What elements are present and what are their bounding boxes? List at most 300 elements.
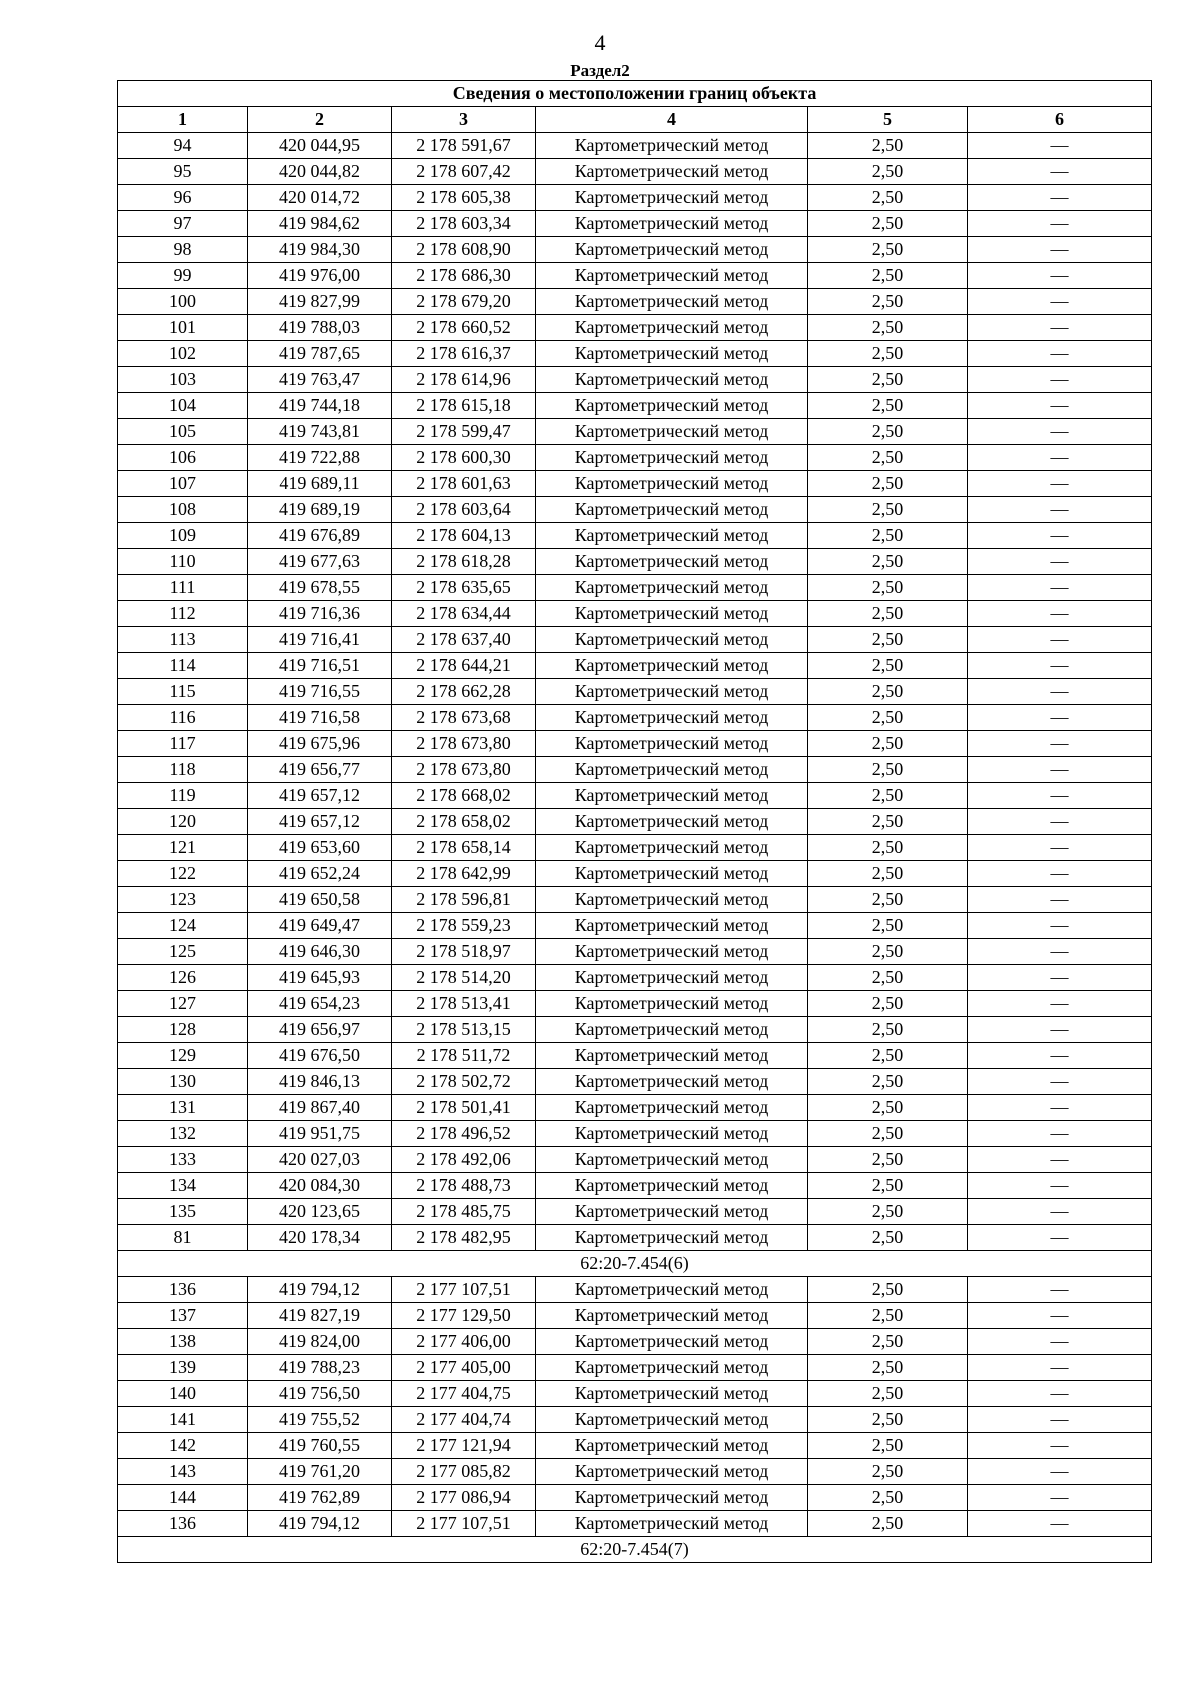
method-cell: Картометрический метод: [536, 861, 808, 887]
method-cell: Картометрический метод: [536, 289, 808, 315]
accuracy-cell: 2,50: [808, 653, 968, 679]
y-coordinate-cell: 2 178 559,23: [392, 913, 536, 939]
point-number-cell: 81: [118, 1225, 248, 1251]
y-coordinate-cell: 2 177 404,75: [392, 1381, 536, 1407]
point-number-cell: 143: [118, 1459, 248, 1485]
x-coordinate-cell: 419 824,00: [248, 1329, 392, 1355]
y-coordinate-cell: 2 178 662,28: [392, 679, 536, 705]
table-caption-row: [118, 81, 1152, 107]
x-coordinate-cell: 419 676,89: [248, 523, 392, 549]
x-coordinate-cell: 419 794,12: [248, 1277, 392, 1303]
x-coordinate-cell: 419 743,81: [248, 419, 392, 445]
point-number-cell: 132: [118, 1121, 248, 1147]
table-row: [118, 341, 1152, 367]
method-cell: Картометрический метод: [536, 601, 808, 627]
accuracy-cell: 2,50: [808, 991, 968, 1017]
y-coordinate-cell: 2 178 605,38: [392, 185, 536, 211]
table-row: [118, 1225, 1152, 1251]
accuracy-cell: 2,50: [808, 393, 968, 419]
method-cell: Картометрический метод: [536, 679, 808, 705]
y-coordinate-cell: 2 178 679,20: [392, 289, 536, 315]
point-number-cell: 97: [118, 211, 248, 237]
y-coordinate-cell: 2 177 107,51: [392, 1277, 536, 1303]
method-cell: Картометрический метод: [536, 471, 808, 497]
description-cell: —: [968, 1095, 1152, 1121]
point-number-cell: 120: [118, 809, 248, 835]
description-cell: —: [968, 1121, 1152, 1147]
accuracy-cell: 2,50: [808, 887, 968, 913]
x-coordinate-cell: 419 716,41: [248, 627, 392, 653]
description-cell: —: [968, 185, 1152, 211]
description-cell: —: [968, 1225, 1152, 1251]
method-cell: Картометрический метод: [536, 263, 808, 289]
accuracy-cell: 2,50: [808, 1303, 968, 1329]
point-number-cell: 127: [118, 991, 248, 1017]
x-coordinate-cell: 419 794,12: [248, 1511, 392, 1537]
table-row: [118, 471, 1152, 497]
table-row: [118, 601, 1152, 627]
point-number-cell: 131: [118, 1095, 248, 1121]
description-cell: —: [968, 315, 1152, 341]
y-coordinate-cell: 2 178 686,30: [392, 263, 536, 289]
method-cell: Картометрический метод: [536, 237, 808, 263]
x-coordinate-cell: 420 044,95: [248, 133, 392, 159]
accuracy-cell: 2,50: [808, 939, 968, 965]
point-number-cell: 137: [118, 1303, 248, 1329]
point-number-cell: 96: [118, 185, 248, 211]
point-number-cell: 129: [118, 1043, 248, 1069]
description-cell: —: [968, 809, 1152, 835]
accuracy-cell: 2,50: [808, 289, 968, 315]
y-coordinate-cell: 2 178 673,80: [392, 731, 536, 757]
y-coordinate-cell: 2 178 603,34: [392, 211, 536, 237]
column-header: 4: [536, 107, 808, 133]
point-number-cell: 99: [118, 263, 248, 289]
x-coordinate-cell: 419 763,47: [248, 367, 392, 393]
y-coordinate-cell: 2 178 658,02: [392, 809, 536, 835]
method-cell: Картометрический метод: [536, 1381, 808, 1407]
accuracy-cell: 2,50: [808, 185, 968, 211]
x-coordinate-cell: 419 787,65: [248, 341, 392, 367]
x-coordinate-cell: 420 084,30: [248, 1173, 392, 1199]
x-coordinate-cell: 419 689,11: [248, 471, 392, 497]
accuracy-cell: 2,50: [808, 237, 968, 263]
point-number-cell: 133: [118, 1147, 248, 1173]
y-coordinate-cell: 2 178 607,42: [392, 159, 536, 185]
method-cell: Картометрический метод: [536, 1043, 808, 1069]
description-cell: —: [968, 1303, 1152, 1329]
description-cell: —: [968, 445, 1152, 471]
x-coordinate-cell: 420 014,72: [248, 185, 392, 211]
description-cell: —: [968, 1277, 1152, 1303]
description-cell: —: [968, 1355, 1152, 1381]
section-title: Раздел2: [570, 61, 630, 80]
table-row: [118, 1121, 1152, 1147]
description-cell: —: [968, 991, 1152, 1017]
x-coordinate-cell: 419 649,47: [248, 913, 392, 939]
description-cell: —: [968, 601, 1152, 627]
accuracy-cell: 2,50: [808, 783, 968, 809]
point-number-cell: 139: [118, 1355, 248, 1381]
description-cell: —: [968, 393, 1152, 419]
point-number-cell: 115: [118, 679, 248, 705]
point-number-cell: 117: [118, 731, 248, 757]
table-row: [118, 575, 1152, 601]
x-coordinate-cell: 419 646,30: [248, 939, 392, 965]
x-coordinate-cell: 419 652,24: [248, 861, 392, 887]
y-coordinate-cell: 2 178 673,80: [392, 757, 536, 783]
table-row: [118, 1329, 1152, 1355]
y-coordinate-cell: 2 178 511,72: [392, 1043, 536, 1069]
point-number-cell: 112: [118, 601, 248, 627]
page-number: 4: [594, 30, 606, 55]
method-cell: Картометрический метод: [536, 627, 808, 653]
method-cell: Картометрический метод: [536, 1511, 808, 1537]
method-cell: Картометрический метод: [536, 1407, 808, 1433]
x-coordinate-cell: 420 027,03: [248, 1147, 392, 1173]
accuracy-cell: 2,50: [808, 679, 968, 705]
x-coordinate-cell: 419 976,00: [248, 263, 392, 289]
method-cell: Картометрический метод: [536, 133, 808, 159]
method-cell: Картометрический метод: [536, 523, 808, 549]
y-coordinate-cell: 2 178 603,64: [392, 497, 536, 523]
column-header: 2: [248, 107, 392, 133]
accuracy-cell: 2,50: [808, 367, 968, 393]
description-cell: —: [968, 549, 1152, 575]
accuracy-cell: 2,50: [808, 835, 968, 861]
point-number-cell: 118: [118, 757, 248, 783]
accuracy-cell: 2,50: [808, 1433, 968, 1459]
x-coordinate-cell: 419 678,55: [248, 575, 392, 601]
method-cell: Картометрический метод: [536, 1355, 808, 1381]
table-row: [118, 1069, 1152, 1095]
accuracy-cell: 2,50: [808, 1277, 968, 1303]
table-row: [118, 263, 1152, 289]
x-coordinate-cell: 419 716,51: [248, 653, 392, 679]
method-cell: Картометрический метод: [536, 315, 808, 341]
table-row: [118, 1511, 1152, 1537]
table-row: [118, 965, 1152, 991]
method-cell: Картометрический метод: [536, 575, 808, 601]
y-coordinate-cell: 2 178 601,63: [392, 471, 536, 497]
y-coordinate-cell: 2 178 634,44: [392, 601, 536, 627]
accuracy-cell: 2,50: [808, 159, 968, 185]
y-coordinate-cell: 2 177 107,51: [392, 1511, 536, 1537]
accuracy-cell: 2,50: [808, 861, 968, 887]
point-number-cell: 134: [118, 1173, 248, 1199]
point-number-cell: 105: [118, 419, 248, 445]
x-coordinate-cell: 419 689,19: [248, 497, 392, 523]
description-cell: —: [968, 913, 1152, 939]
description-cell: —: [968, 1381, 1152, 1407]
method-cell: Картометрический метод: [536, 783, 808, 809]
table-row: [118, 419, 1152, 445]
y-coordinate-cell: 2 178 600,30: [392, 445, 536, 471]
table-row: [118, 1485, 1152, 1511]
method-cell: Картометрический метод: [536, 1485, 808, 1511]
y-coordinate-cell: 2 178 599,47: [392, 419, 536, 445]
table-row: [118, 237, 1152, 263]
description-cell: —: [968, 939, 1152, 965]
table-row: [118, 1017, 1152, 1043]
accuracy-cell: 2,50: [808, 263, 968, 289]
description-cell: —: [968, 1069, 1152, 1095]
point-number-cell: 144: [118, 1485, 248, 1511]
method-cell: Картометрический метод: [536, 1147, 808, 1173]
method-cell: Картометрический метод: [536, 835, 808, 861]
method-cell: Картометрический метод: [536, 653, 808, 679]
method-cell: Картометрический метод: [536, 341, 808, 367]
table-row: [118, 1407, 1152, 1433]
x-coordinate-cell: 419 677,63: [248, 549, 392, 575]
y-coordinate-cell: 2 178 635,65: [392, 575, 536, 601]
point-number-cell: 100: [118, 289, 248, 315]
accuracy-cell: 2,50: [808, 1485, 968, 1511]
accuracy-cell: 2,50: [808, 1121, 968, 1147]
x-coordinate-cell: 419 984,30: [248, 237, 392, 263]
x-coordinate-cell: 419 762,89: [248, 1485, 392, 1511]
point-number-cell: 142: [118, 1433, 248, 1459]
description-cell: —: [968, 757, 1152, 783]
accuracy-cell: 2,50: [808, 1225, 968, 1251]
y-coordinate-cell: 2 177 129,50: [392, 1303, 536, 1329]
description-cell: —: [968, 471, 1152, 497]
table-row: [118, 991, 1152, 1017]
accuracy-cell: 2,50: [808, 1069, 968, 1095]
description-cell: —: [968, 835, 1152, 861]
accuracy-cell: 2,50: [808, 549, 968, 575]
point-number-cell: 121: [118, 835, 248, 861]
method-cell: Картометрический метод: [536, 1303, 808, 1329]
x-coordinate-cell: 419 756,50: [248, 1381, 392, 1407]
column-header-row: [118, 107, 1152, 133]
table-row: [118, 1355, 1152, 1381]
accuracy-cell: 2,50: [808, 1173, 968, 1199]
table-row: [118, 887, 1152, 913]
table-row: [118, 939, 1152, 965]
table-row: [118, 861, 1152, 887]
accuracy-cell: 2,50: [808, 497, 968, 523]
x-coordinate-cell: 419 722,88: [248, 445, 392, 471]
description-cell: —: [968, 575, 1152, 601]
accuracy-cell: 2,50: [808, 315, 968, 341]
description-cell: —: [968, 1017, 1152, 1043]
contour-label-row: [118, 1251, 1152, 1277]
method-cell: Картометрический метод: [536, 445, 808, 471]
description-cell: —: [968, 237, 1152, 263]
point-number-cell: 110: [118, 549, 248, 575]
accuracy-cell: 2,50: [808, 575, 968, 601]
accuracy-cell: 2,50: [808, 1199, 968, 1225]
y-coordinate-cell: 2 178 514,20: [392, 965, 536, 991]
accuracy-cell: 2,50: [808, 341, 968, 367]
x-coordinate-cell: 419 676,50: [248, 1043, 392, 1069]
description-cell: —: [968, 731, 1152, 757]
description-cell: —: [968, 705, 1152, 731]
point-number-cell: 104: [118, 393, 248, 419]
table-row: [118, 705, 1152, 731]
method-cell: Картометрический метод: [536, 1069, 808, 1095]
point-number-cell: 135: [118, 1199, 248, 1225]
x-coordinate-cell: 419 716,55: [248, 679, 392, 705]
description-cell: —: [968, 133, 1152, 159]
table-row: [118, 367, 1152, 393]
x-coordinate-cell: 419 656,77: [248, 757, 392, 783]
table-caption: Сведения о местоположении границ объекта: [118, 81, 1152, 107]
y-coordinate-cell: 2 178 502,72: [392, 1069, 536, 1095]
description-cell: —: [968, 1433, 1152, 1459]
point-number-cell: 111: [118, 575, 248, 601]
table-row: [118, 393, 1152, 419]
contour-label-row: [118, 1537, 1152, 1563]
point-number-cell: 140: [118, 1381, 248, 1407]
y-coordinate-cell: 2 178 482,95: [392, 1225, 536, 1251]
table-row: [118, 1277, 1152, 1303]
x-coordinate-cell: 419 827,99: [248, 289, 392, 315]
y-coordinate-cell: 2 178 501,41: [392, 1095, 536, 1121]
method-cell: Картометрический метод: [536, 731, 808, 757]
accuracy-cell: 2,50: [808, 705, 968, 731]
method-cell: Картометрический метод: [536, 1225, 808, 1251]
y-coordinate-cell: 2 178 591,67: [392, 133, 536, 159]
description-cell: —: [968, 263, 1152, 289]
accuracy-cell: 2,50: [808, 601, 968, 627]
x-coordinate-cell: 419 761,20: [248, 1459, 392, 1485]
x-coordinate-cell: 419 951,75: [248, 1121, 392, 1147]
description-cell: —: [968, 419, 1152, 445]
point-number-cell: 114: [118, 653, 248, 679]
table-row: [118, 913, 1152, 939]
table-body: [118, 133, 1152, 1563]
table-row: [118, 731, 1152, 757]
column-header: 3: [392, 107, 536, 133]
description-cell: —: [968, 1043, 1152, 1069]
table-row: [118, 783, 1152, 809]
point-number-cell: 109: [118, 523, 248, 549]
accuracy-cell: 2,50: [808, 731, 968, 757]
method-cell: Картометрический метод: [536, 549, 808, 575]
x-coordinate-cell: 419 744,18: [248, 393, 392, 419]
accuracy-cell: 2,50: [808, 211, 968, 237]
table-row: [118, 445, 1152, 471]
point-number-cell: 128: [118, 1017, 248, 1043]
contour-label: 62:20-7.454(7): [118, 1537, 1152, 1563]
y-coordinate-cell: 2 178 604,13: [392, 523, 536, 549]
point-number-cell: 101: [118, 315, 248, 341]
y-coordinate-cell: 2 178 596,81: [392, 887, 536, 913]
y-coordinate-cell: 2 178 660,52: [392, 315, 536, 341]
point-number-cell: 136: [118, 1511, 248, 1537]
y-coordinate-cell: 2 178 616,37: [392, 341, 536, 367]
description-cell: —: [968, 783, 1152, 809]
point-number-cell: 122: [118, 861, 248, 887]
point-number-cell: 98: [118, 237, 248, 263]
boundary-coordinates-table: [117, 80, 1152, 1563]
accuracy-cell: 2,50: [808, 627, 968, 653]
y-coordinate-cell: 2 178 485,75: [392, 1199, 536, 1225]
y-coordinate-cell: 2 178 673,68: [392, 705, 536, 731]
method-cell: Картометрический метод: [536, 757, 808, 783]
table-row: [118, 211, 1152, 237]
x-coordinate-cell: 419 654,23: [248, 991, 392, 1017]
description-cell: —: [968, 289, 1152, 315]
x-coordinate-cell: 419 675,96: [248, 731, 392, 757]
table-row: [118, 627, 1152, 653]
table-row: [118, 497, 1152, 523]
accuracy-cell: 2,50: [808, 523, 968, 549]
table-row: [118, 1199, 1152, 1225]
y-coordinate-cell: 2 177 405,00: [392, 1355, 536, 1381]
y-coordinate-cell: 2 178 496,52: [392, 1121, 536, 1147]
x-coordinate-cell: 419 645,93: [248, 965, 392, 991]
accuracy-cell: 2,50: [808, 965, 968, 991]
description-cell: —: [968, 887, 1152, 913]
method-cell: Картометрический метод: [536, 1095, 808, 1121]
method-cell: Картометрический метод: [536, 887, 808, 913]
table-row: [118, 1173, 1152, 1199]
method-cell: Картометрический метод: [536, 419, 808, 445]
accuracy-cell: 2,50: [808, 1511, 968, 1537]
x-coordinate-cell: 419 788,23: [248, 1355, 392, 1381]
point-number-cell: 141: [118, 1407, 248, 1433]
description-cell: —: [968, 1147, 1152, 1173]
table-row: [118, 289, 1152, 315]
x-coordinate-cell: 420 044,82: [248, 159, 392, 185]
y-coordinate-cell: 2 177 406,00: [392, 1329, 536, 1355]
description-cell: —: [968, 159, 1152, 185]
method-cell: Картометрический метод: [536, 367, 808, 393]
x-coordinate-cell: 419 760,55: [248, 1433, 392, 1459]
point-number-cell: 107: [118, 471, 248, 497]
accuracy-cell: 2,50: [808, 1095, 968, 1121]
table-row: [118, 133, 1152, 159]
point-number-cell: 95: [118, 159, 248, 185]
method-cell: Картометрический метод: [536, 705, 808, 731]
method-cell: Картометрический метод: [536, 211, 808, 237]
accuracy-cell: 2,50: [808, 445, 968, 471]
column-header: 5: [808, 107, 968, 133]
method-cell: Картометрический метод: [536, 939, 808, 965]
y-coordinate-cell: 2 178 608,90: [392, 237, 536, 263]
point-number-cell: 123: [118, 887, 248, 913]
x-coordinate-cell: 419 716,58: [248, 705, 392, 731]
x-coordinate-cell: 419 755,52: [248, 1407, 392, 1433]
table-row: [118, 1147, 1152, 1173]
accuracy-cell: 2,50: [808, 1459, 968, 1485]
point-number-cell: 108: [118, 497, 248, 523]
table-row: [118, 1095, 1152, 1121]
description-cell: —: [968, 367, 1152, 393]
description-cell: —: [968, 1199, 1152, 1225]
x-coordinate-cell: 419 656,97: [248, 1017, 392, 1043]
description-cell: —: [968, 627, 1152, 653]
description-cell: —: [968, 679, 1152, 705]
description-cell: —: [968, 1511, 1152, 1537]
point-number-cell: 126: [118, 965, 248, 991]
table-row: [118, 1459, 1152, 1485]
y-coordinate-cell: 2 178 492,06: [392, 1147, 536, 1173]
description-cell: —: [968, 497, 1152, 523]
method-cell: Картометрический метод: [536, 159, 808, 185]
point-number-cell: 119: [118, 783, 248, 809]
method-cell: Картометрический метод: [536, 1433, 808, 1459]
method-cell: Картометрический метод: [536, 1199, 808, 1225]
y-coordinate-cell: 2 177 086,94: [392, 1485, 536, 1511]
table-row: [118, 549, 1152, 575]
method-cell: Картометрический метод: [536, 1173, 808, 1199]
point-number-cell: 125: [118, 939, 248, 965]
point-number-cell: 136: [118, 1277, 248, 1303]
